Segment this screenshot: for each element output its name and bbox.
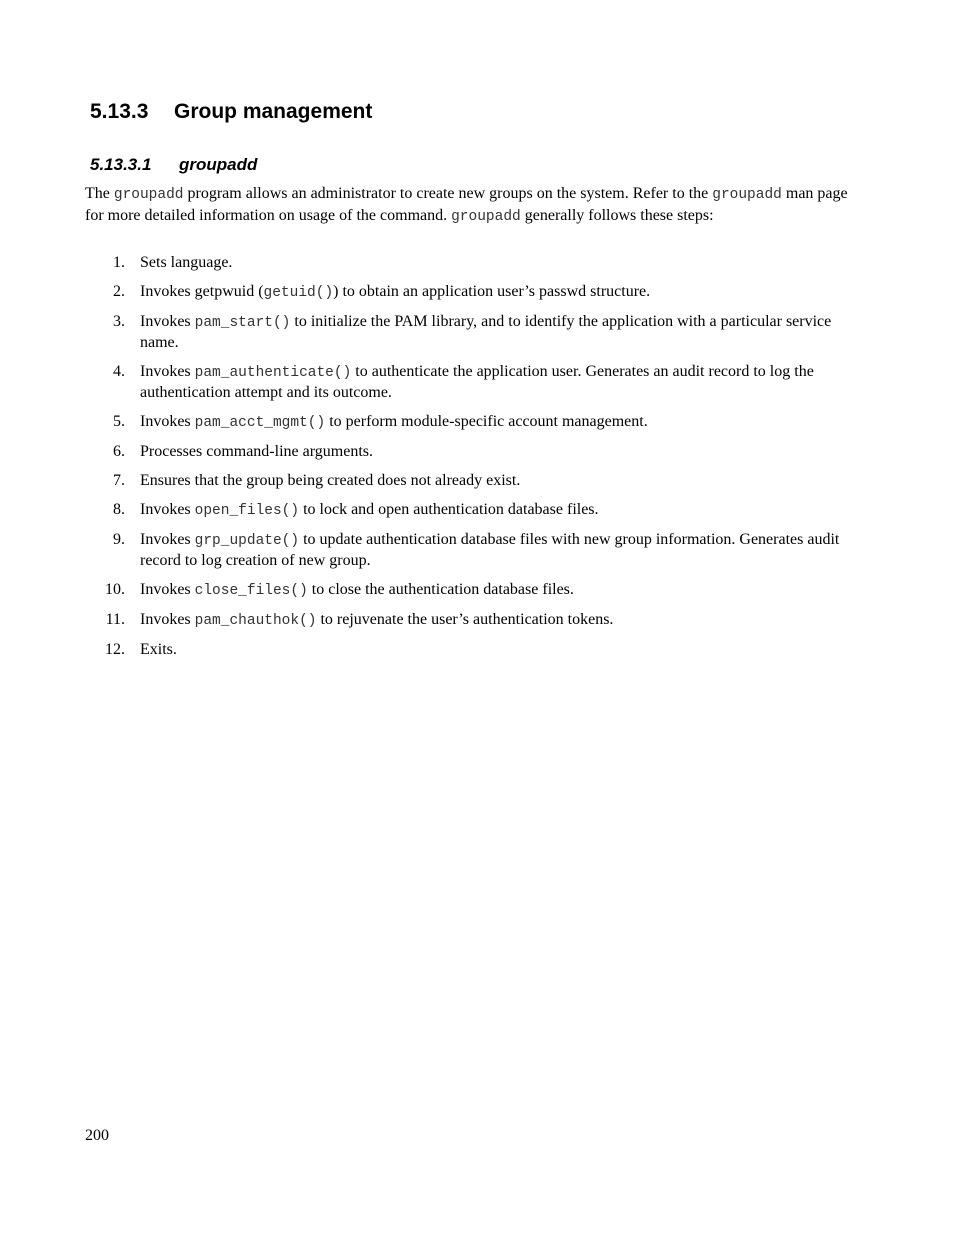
step-number: 6.	[113, 443, 125, 460]
list-item	[85, 253, 855, 273]
subsection-title: groupadd	[179, 155, 258, 174]
step-text: Invokes	[140, 313, 195, 330]
step-number: 12.	[105, 641, 125, 658]
step-text: Invokes	[140, 611, 195, 628]
step-number: 4.	[113, 363, 125, 380]
step-number: 7.	[113, 472, 125, 489]
step-text: Invokes	[140, 413, 195, 430]
list-item	[85, 442, 855, 462]
step-number: 10.	[105, 581, 125, 598]
step-code: close_files()	[194, 583, 308, 599]
step-code: pam_acct_mgmt()	[194, 415, 326, 431]
section-heading	[90, 100, 372, 124]
step-text: to initialize the PAM library, and to identify the application with a particular service name.	[140, 313, 832, 351]
intro-text: program allows an administrator to create new groups on the system. Refer to the	[183, 185, 713, 202]
step-number: 5.	[113, 413, 125, 430]
page-number: 200	[85, 1127, 109, 1144]
intro-code: groupadd	[113, 187, 184, 203]
subsection-number: 5.13.3.1	[90, 155, 152, 174]
list-item	[85, 282, 855, 303]
step-text: Invokes getpwuid (	[140, 283, 264, 300]
intro-text: The	[85, 185, 114, 202]
step-text: Invokes	[140, 581, 195, 598]
section-number: 5.13.3	[90, 100, 149, 123]
step-text: Invokes	[140, 363, 195, 380]
step-code: getuid()	[263, 285, 334, 301]
step-number: 9.	[113, 531, 125, 548]
step-code: open_files()	[194, 503, 300, 519]
list-item	[85, 580, 855, 601]
list-item	[85, 640, 855, 660]
step-text: ) to obtain an application user’s passwd structure.	[333, 283, 651, 300]
step-number: 11.	[105, 611, 125, 628]
step-text: to update authentication database files with new group information. Generates audit record to log creation of new group.	[140, 531, 840, 569]
step-number: 3.	[113, 313, 125, 330]
step-number: 1.	[113, 254, 125, 271]
step-text: Processes command-line arguments.	[140, 443, 373, 460]
intro-code: groupadd	[451, 208, 521, 225]
section-title: Group management	[174, 100, 373, 123]
step-code: pam_start()	[194, 315, 291, 331]
steps-list	[85, 253, 855, 669]
intro-paragraph	[85, 184, 855, 227]
step-number: 8.	[113, 501, 125, 518]
step-text: Invokes	[140, 501, 195, 518]
list-item	[85, 362, 855, 403]
subsection-heading	[90, 155, 257, 175]
step-text: Sets language.	[140, 254, 233, 271]
step-code: grp_update()	[194, 533, 300, 549]
step-text: to close the authentication database files.	[307, 581, 574, 598]
intro-code: groupadd	[712, 187, 782, 203]
step-code: pam_authenticate()	[194, 365, 352, 381]
list-item	[85, 530, 855, 571]
step-text: to rejuvenate the user’s authentication tokens.	[316, 611, 614, 628]
list-item	[85, 471, 855, 491]
list-item	[85, 500, 855, 521]
step-code: pam_chauthok()	[194, 613, 317, 629]
step-text: Invokes	[140, 531, 195, 548]
intro-text: generally follows these steps:	[520, 206, 714, 224]
step-number: 2.	[113, 283, 125, 300]
step-text: to authenticate the application user. Generates an audit record to log the authentication attempt and its outcome.	[140, 363, 814, 401]
step-text: Exits.	[140, 641, 177, 658]
intro-text: man page for more detailed information on usage of the command.	[85, 185, 848, 224]
step-text: Ensures that the group being created does not already exist.	[140, 472, 521, 489]
step-text: to perform module-specific account management.	[325, 413, 648, 430]
step-text: to lock and open authentication database files.	[299, 501, 599, 518]
list-item	[85, 412, 855, 433]
list-item	[85, 610, 855, 631]
list-item	[85, 312, 855, 353]
